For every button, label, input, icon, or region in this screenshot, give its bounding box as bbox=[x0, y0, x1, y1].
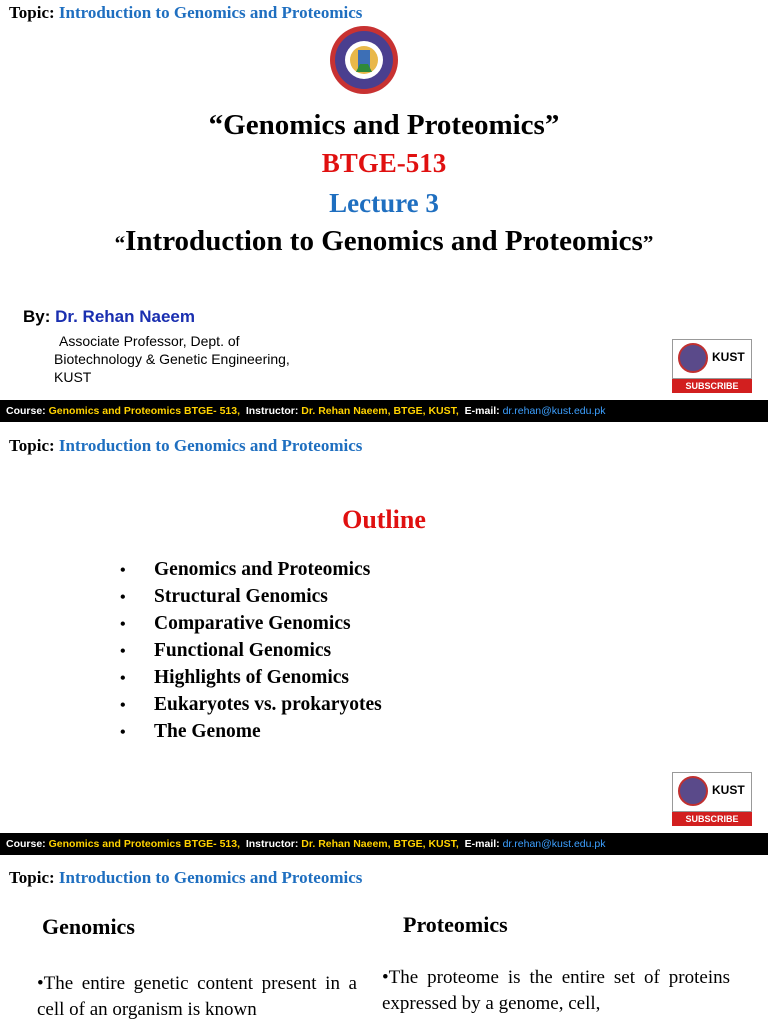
lecture-subtitle bbox=[0, 225, 768, 258]
outline-list bbox=[120, 556, 382, 745]
slide-title: “Genomics and Proteomics” bbox=[208, 109, 560, 141]
proteomics-definition: •The proteome is the entire set of proteins expressed by a genome, cell, bbox=[382, 967, 730, 1014]
list-item: • Highlights of Genomics bbox=[120, 667, 350, 688]
topic-title: Introduction to Genomics and Proteomics bbox=[58, 3, 363, 22]
list-item: • Genomics and Proteomics bbox=[120, 559, 371, 580]
slide-footer: Course: Genomics and Proteomics BTGE- 513, Instructor: Dr. Rehan Naeem, BTGE, KUST, E-mail: dr.rehan@kust.edu.pk bbox=[0, 400, 768, 422]
list-item: • Eukaryotes vs. prokaryotes bbox=[120, 694, 382, 715]
list-item: • Structural Genomics bbox=[120, 586, 328, 607]
by-label: By: bbox=[23, 307, 51, 326]
subtitle-close-quote: ” bbox=[642, 231, 654, 255]
topic-label: Topic: bbox=[9, 3, 55, 22]
footer-email-link[interactable]: dr.rehan@kust.edu.pk bbox=[502, 405, 606, 417]
kust-subscribe-badge[interactable]: KUST SUBSCRIBE bbox=[672, 772, 752, 828]
genomics-heading: Genomics bbox=[42, 914, 135, 939]
topic-line bbox=[9, 3, 362, 23]
position-line-1: Associate Professor, Dept. of bbox=[59, 333, 240, 349]
proteomics-heading: Proteomics bbox=[403, 912, 508, 937]
subscribe-label: SUBSCRIBE bbox=[672, 379, 752, 393]
outline-heading: Outline bbox=[342, 505, 426, 534]
university-logo bbox=[326, 24, 402, 96]
list-item: • Comparative Genomics bbox=[120, 613, 351, 634]
subtitle-open-quote: “ bbox=[114, 231, 126, 255]
position-line-3: KUST bbox=[54, 369, 92, 385]
genomics-definition: •The entire genetic content present in a cell of an organism is known bbox=[37, 973, 357, 1020]
kust-emblem-icon bbox=[678, 776, 708, 806]
subtitle-text: Introduction to Genomics and Proteomics bbox=[125, 225, 643, 257]
list-item: • Functional Genomics bbox=[120, 640, 332, 661]
author-position bbox=[54, 332, 290, 386]
topic-line: Topic: Introduction to Genomics and Proteomics bbox=[9, 868, 363, 887]
slide-2 bbox=[0, 422, 768, 832]
slide-3 bbox=[0, 855, 768, 1024]
kust-emblem-icon bbox=[678, 343, 708, 373]
kust-subscribe-badge[interactable] bbox=[672, 339, 752, 395]
lecture-number: Lecture 3 bbox=[329, 188, 439, 218]
kust-badge-label: KUST bbox=[712, 350, 745, 364]
slide-1 bbox=[0, 0, 768, 403]
course-code: BTGE-513 bbox=[321, 148, 447, 178]
author-line bbox=[23, 307, 195, 327]
author-name: Dr. Rehan Naeem bbox=[55, 307, 195, 326]
position-line-2: Biotechnology & Genetic Engineering, bbox=[54, 351, 290, 367]
slide-footer: Course: Genomics and Proteomics BTGE- 513, Instructor: Dr. Rehan Naeem, BTGE, KUST, E-mail: dr.rehan@kust.edu.pk bbox=[0, 833, 768, 855]
topic-line: Topic: Introduction to Genomics and Proteomics bbox=[9, 436, 363, 455]
list-item: • The Genome bbox=[120, 721, 261, 742]
footer-email-link[interactable]: dr.rehan@kust.edu.pk bbox=[502, 838, 606, 850]
